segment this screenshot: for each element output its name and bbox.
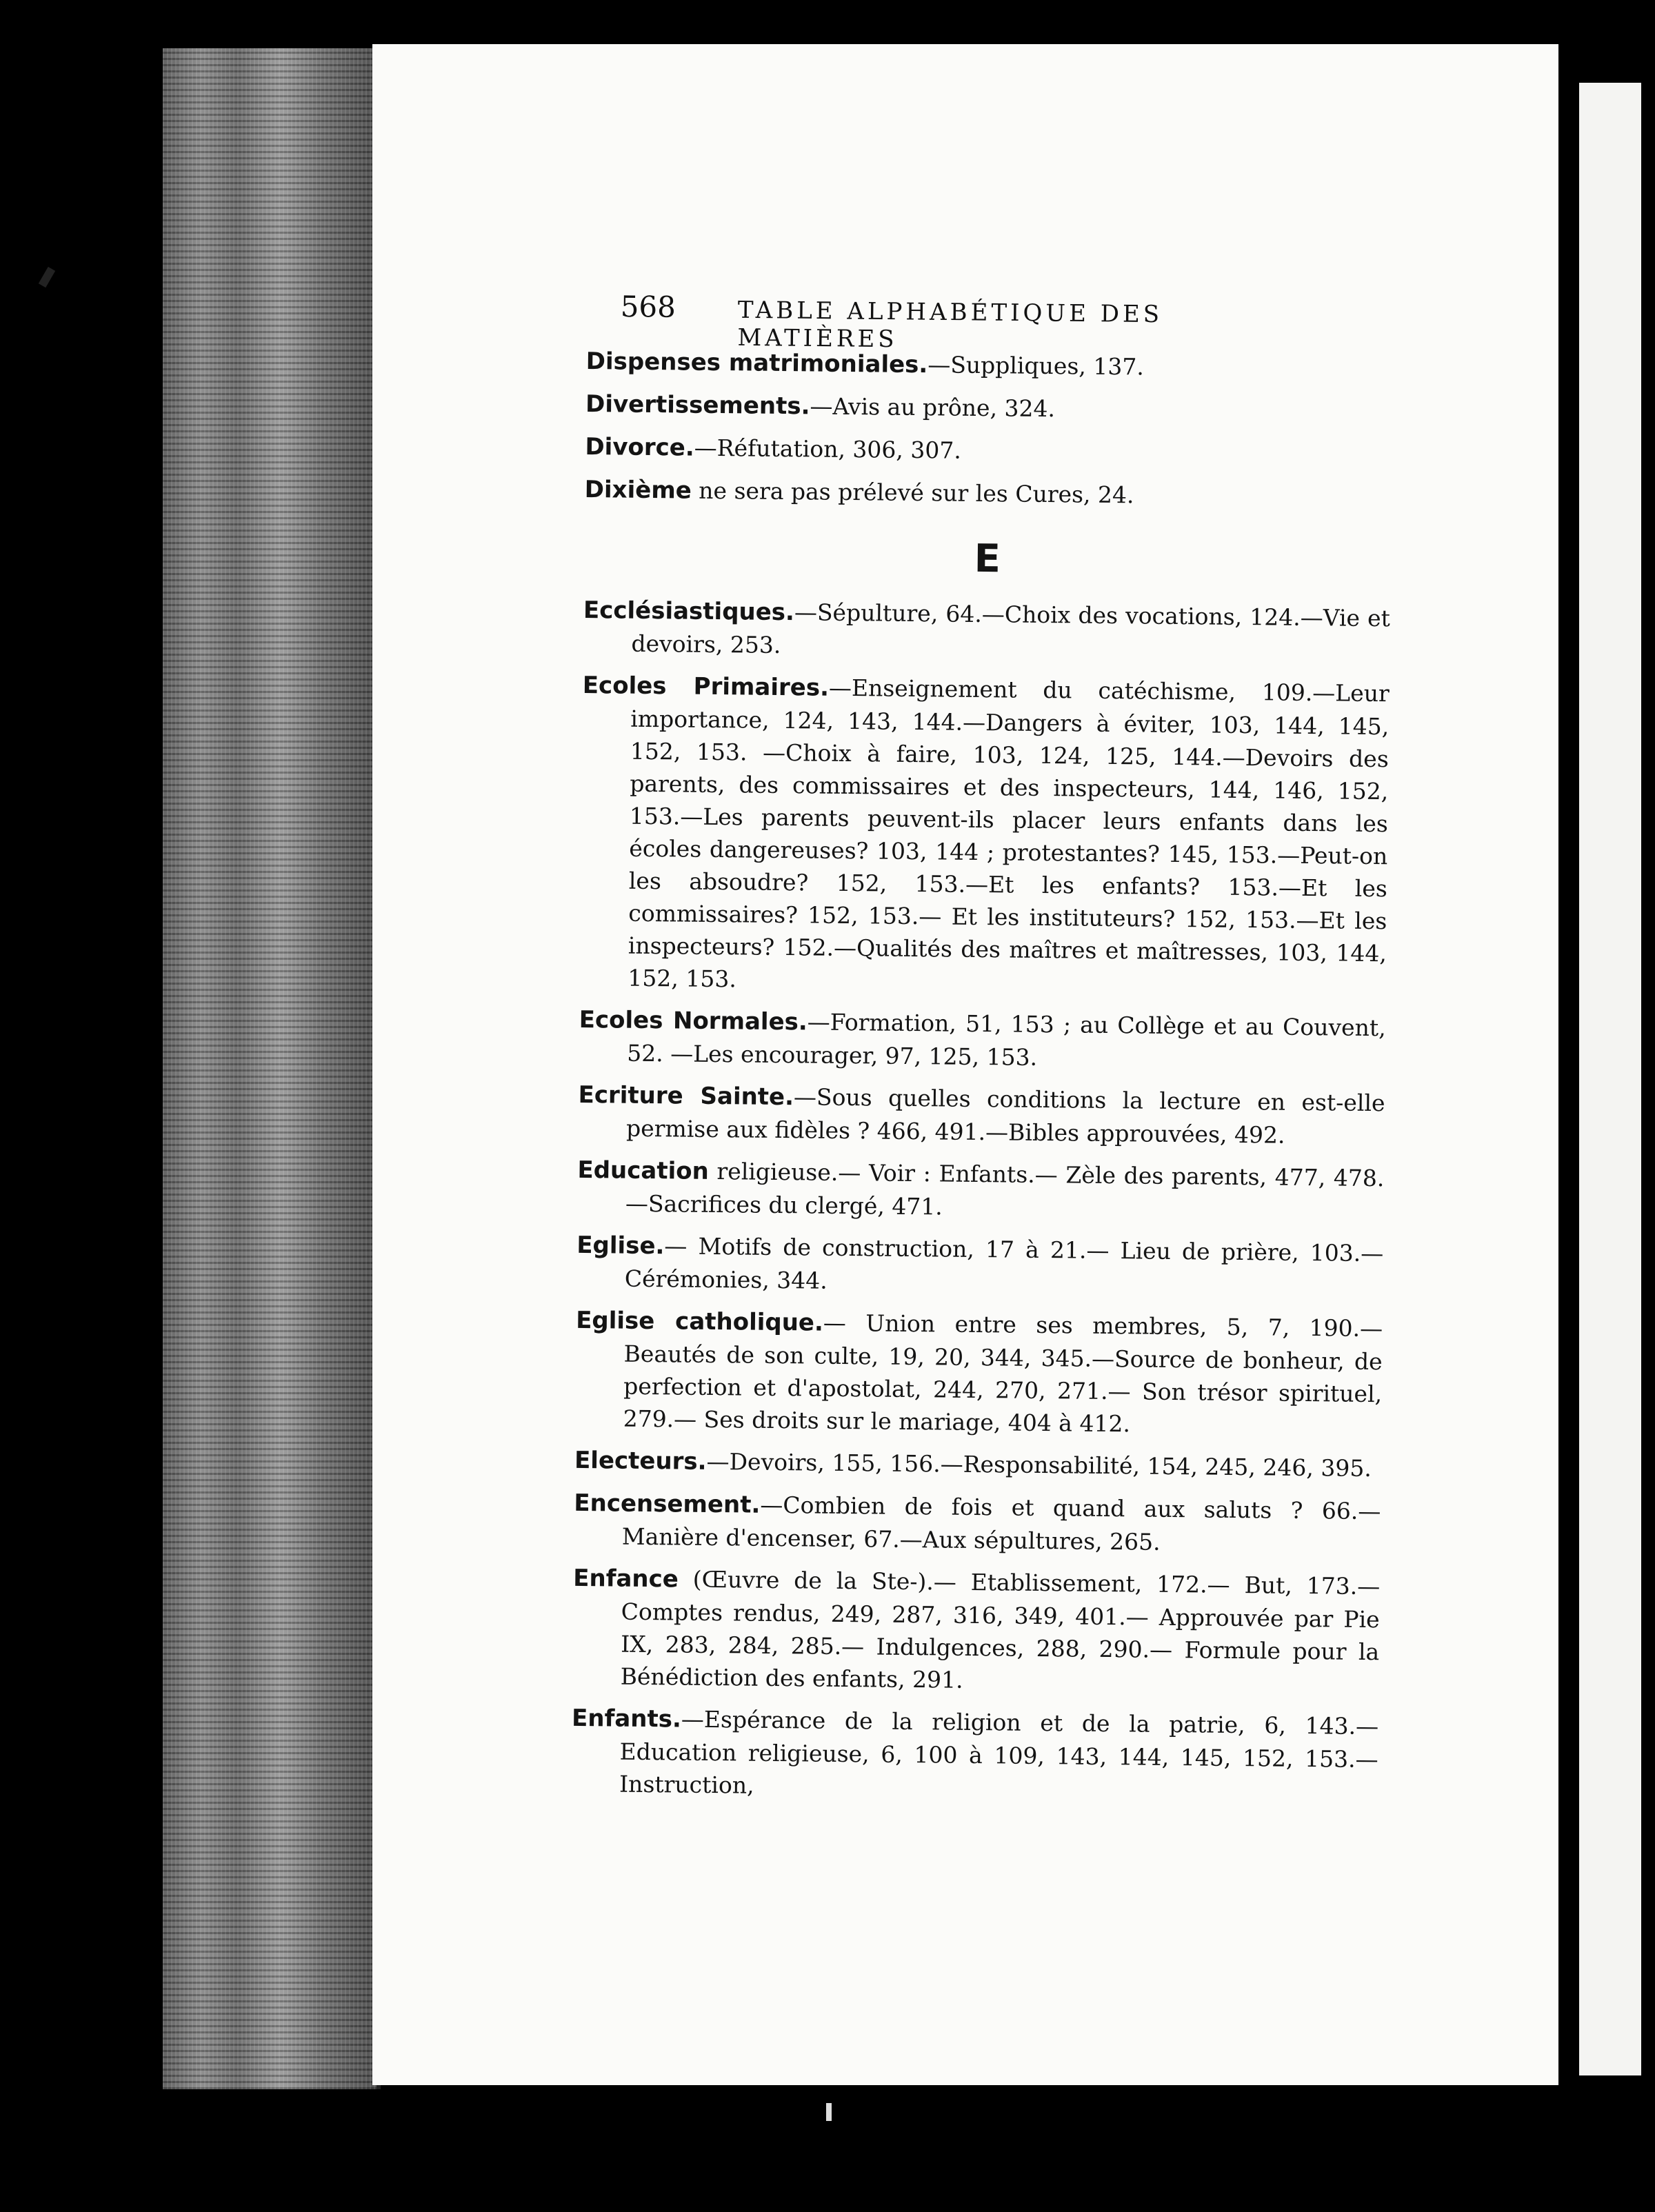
entry-text: —Réfutation, 306, 307. (694, 434, 962, 464)
index-entry (585, 473, 1392, 514)
entry-term: Dispenses matrimoniales. (585, 347, 928, 379)
scan-speck (39, 267, 55, 288)
entry-text: — Motifs de construction, 17 à 21.— Lieu de prière, 103.— Cérémonies, 344. (624, 1232, 1384, 1294)
entry-term: Divorce. (585, 432, 694, 462)
entry-term: Education (577, 1156, 710, 1185)
entry-term: Enfants. (571, 1704, 682, 1733)
entry-text: —Suppliques, 137. (927, 351, 1145, 381)
section-letter: E (974, 536, 1001, 582)
entry-term: Encensement. (574, 1489, 761, 1519)
index-entry (585, 430, 1392, 472)
facing-page-edge (1579, 83, 1641, 2075)
index-entry (572, 1562, 1381, 1700)
entry-text: —Sépulture, 64.—Choix des vocations, 124.—Vie et devoirs, 253. (631, 599, 1391, 658)
entry-term: Ecoles Primaires. (582, 671, 830, 702)
index-entry (577, 1154, 1385, 1227)
entry-text: —Combien de fois et quand aux saluts ? 66.—Manière d'encenser, 67.—Aux sépultures, 265. (621, 1491, 1381, 1556)
entry-text: —Enseignement du catéchisme, 109.—Leur importance, 124, 143, 144.—Dangers à éviter, 103, 144, 145, 152, 153. —Choix à faire, 103, 124, 125, 144.—Devoirs des parents, des commissaires et des inspecteurs, 144, 146, 152, 153.—Les parents peuvent-ils placer leurs enfants dans les écoles dangereuses? 103, 144 ; protestantes? 145, 153.—Peut-on les absoudre? 152, 153.—Et les enfants? 153.—Et les commissaires? 152, 153.— Et les instituteurs? 152, 153.—Et les inspecteurs? 152.—Qualités des maîtres et maîtresses, 103, 144, 152, 153. (628, 674, 1390, 993)
index-entry (585, 388, 1392, 429)
entry-term: Eglise. (576, 1231, 665, 1260)
index-entry (574, 1444, 1381, 1485)
index-entry (574, 1487, 1381, 1560)
entry-term: Ecclésiastiques. (583, 596, 795, 627)
index-entry (579, 669, 1390, 1002)
index-content (571, 345, 1393, 1818)
index-entry (579, 1003, 1386, 1077)
entry-text: —Espérance de la religion et de la patrie, 6, 143.—Education religieuse, 6, 100 à 109, 143, 144, 145, 152, 153.— Instruction, (619, 1705, 1379, 1799)
entry-text: —Sous quelles conditions la lecture en est-elle permise aux fidèles ? 466, 491.—Bibles approuvées, 492. (625, 1083, 1385, 1149)
entry-term: Electeurs. (574, 1446, 707, 1476)
entry-text: —Avis au prône, 324. (810, 392, 1056, 423)
entry-term: Ecriture Sainte. (578, 1080, 794, 1112)
entry-text: (Œuvre de la Ste-).— Etablissement, 172.— But, 173.— Comptes rendus, 249, 287, 316, 349, 401.— Approuvée par Pie IX, 283, 284, 285.— Indulgences, 288, 290.— Formule pour la Bénédiction des enfants, 291. (620, 1565, 1381, 1693)
entry-text: —Formation, 51, 153 ; au Collège et au Couvent, 52. —Les encourager, 97, 125, 153. (627, 1008, 1386, 1071)
index-entry (576, 1229, 1384, 1303)
entry-term: Enfance (573, 1564, 679, 1593)
page-number: 568 (620, 290, 676, 324)
index-entry (578, 1078, 1385, 1152)
entry-text: ne sera pas prélevé sur les Cures, 24. (691, 476, 1134, 509)
entry-term: Dixième (584, 475, 692, 505)
scan-speck (826, 2103, 832, 2121)
entry-term: Eglise catholique. (575, 1306, 824, 1337)
book-spine (163, 48, 381, 2089)
entry-term: Ecoles Normales. (579, 1005, 808, 1036)
index-entry (574, 1304, 1383, 1442)
entry-text: —Devoirs, 155, 156.—Responsabilité, 154, 245, 246, 395. (706, 1447, 1372, 1482)
running-title: TABLE ALPHABÉTIQUE DES MATIÈRES (737, 296, 1163, 354)
entry-text: — Union entre ses membres, 5, 7, 190.— Beautés de son culte, 19, 20, 344, 345.—Source de bonheur, de perfection et d'apostolat, 244, 270, 271.— Son trésor spirituel, 279.— Ses droits sur le mariage, 404 à 412. (623, 1309, 1383, 1438)
index-entry (571, 1702, 1378, 1808)
index-entry (583, 594, 1390, 667)
entry-text: religieuse.— Voir : Enfants.— Zèle des parents, 477, 478. —Sacrifices du clergé, 471. (625, 1157, 1385, 1220)
entry-term: Divertissements. (585, 390, 810, 421)
